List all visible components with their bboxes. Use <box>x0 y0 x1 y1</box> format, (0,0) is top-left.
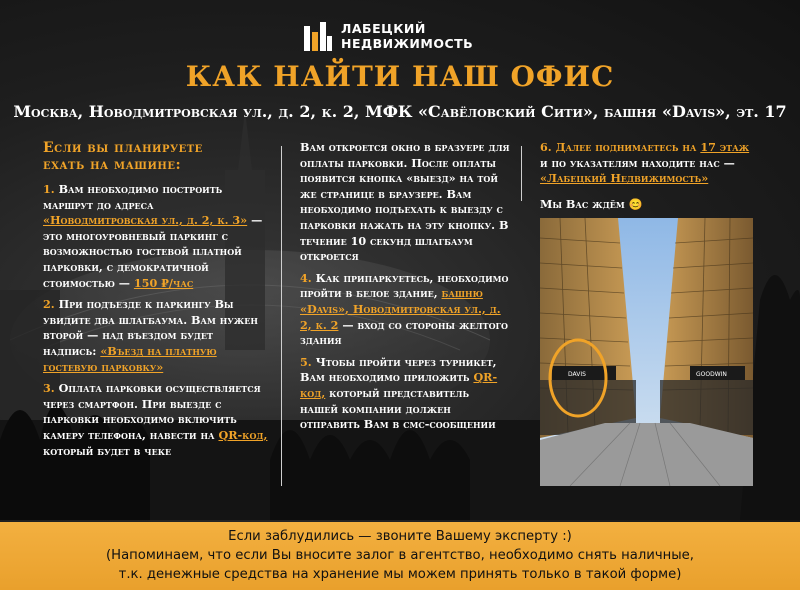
step-1-number: 1. <box>43 182 55 196</box>
logo-line-2: НЕДВИЖИМОСТЬ <box>341 36 474 51</box>
car-header <box>43 140 268 174</box>
sign-davis: DAVIS <box>568 371 586 378</box>
banner-line-2: (Напоминаем, что если Вы вносите залог в агентство, необходимо снять наличные, <box>106 548 694 563</box>
step-1-text-b: — это многоуровневый паркинг с возможностью гостевой платной парковки, с демократичной стоимостью — <box>43 213 263 290</box>
step-1 <box>43 182 268 291</box>
banner-line-1: Если заблудились — звоните Вашему эксперту :) <box>228 529 572 544</box>
logo-line-1: ЛАБЕЦКИЙ <box>341 21 426 36</box>
step-4-text-a: Как припаркуетесь, необходимо пройти в белое здание, <box>300 270 509 301</box>
step-3-text-a: Оплата парковки осуществляется через смартфон. При выезде с парковки необходимо включить камеру телефона, навести на <box>43 381 261 442</box>
towers-photo <box>540 218 753 486</box>
column-parking-steps <box>300 140 510 439</box>
sign-goodwin: GOODWIN <box>696 371 727 378</box>
step-5-number: 5. <box>300 354 312 369</box>
column-divider-2 <box>521 146 522 201</box>
logo-text <box>341 21 473 51</box>
step-6-text-b: и по указателям находите нас — <box>540 155 735 170</box>
step-6-floor: 17 этаж <box>700 140 750 154</box>
step-1-address-link[interactable]: «Новодмитровская ул., д. 2, к. 3» <box>43 213 248 228</box>
step-6-text-a: 6. Далее поднимаетесь на <box>540 140 697 154</box>
step-5-text-a: Чтобы пройти через турникет, Вам необходимо приложить <box>300 354 497 385</box>
banner-line-3: т.к. денежные средства на хранение мы можем принять только в такой форме) <box>118 567 682 582</box>
step-2-sign: «Въезд на платную гостевую парковку» <box>43 343 217 374</box>
step-4-text-b: — вход со стороны желтого здания <box>300 317 509 348</box>
step-3-number: 3. <box>43 381 55 396</box>
bottom-banner <box>0 522 800 590</box>
column-divider-1 <box>281 146 282 486</box>
step-4 <box>300 271 510 349</box>
step-6-company-name: «Лабецкий Недвижимость» <box>540 171 709 186</box>
step-3-qr: QR-код, <box>218 427 268 442</box>
office-address: Москва, Новодмитровская ул., д. 2, к. 2, МФК «Савёловский Сити», башня «Davis», эт. 17 <box>13 102 787 121</box>
car-header-line-2: ехать на машине: <box>43 157 182 173</box>
waiting-text: Мы Вас ждём 😊 <box>540 196 643 211</box>
towers-illustration <box>540 218 753 486</box>
step-1-text-a: Вам необходимо построить маршрут до адреса <box>43 182 223 212</box>
step-5-qr: QR-код, <box>300 370 498 400</box>
step-1-price: 150 ₽/час <box>133 275 194 290</box>
step-2-number: 2. <box>43 297 55 312</box>
page-title: КАК НАЙТИ НАШ ОФИС <box>185 60 615 93</box>
column-office-floor <box>540 140 760 218</box>
step-4-number: 4. <box>300 270 312 285</box>
step-5-text-b: который представитель нашей компании должен отправить Вам в смс-сообщении <box>300 385 496 432</box>
step-3 <box>43 381 268 459</box>
step-4-building-link[interactable]: башню «Davis», Новодмитровская ул., д. 2, к. 2 <box>300 286 501 332</box>
company-logo <box>303 16 503 56</box>
building-logo-icon <box>303 20 333 52</box>
payment-paragraph: Вам откроется окно в бразуере для оплаты парковки. После оплаты появится кнопка «выезд» на той же странице в браузере. Вам необходимо подъехать к выезду с парковки нажать на эту кнопку. В течение 10 секунд шлагбаум откроется <box>300 140 510 264</box>
step-2 <box>43 297 268 375</box>
step-3-text-b: который будет в чеке <box>43 443 172 458</box>
step-6 <box>540 140 760 187</box>
step-5 <box>300 355 510 433</box>
column-car-directions <box>43 140 268 465</box>
car-header-line-1: Если вы планируете <box>43 140 203 156</box>
step-2-text: При подъезде к паркингу Вы увидите два шлагбаума. Вам нужен второй — над въездом будет надпись: <box>43 297 258 358</box>
